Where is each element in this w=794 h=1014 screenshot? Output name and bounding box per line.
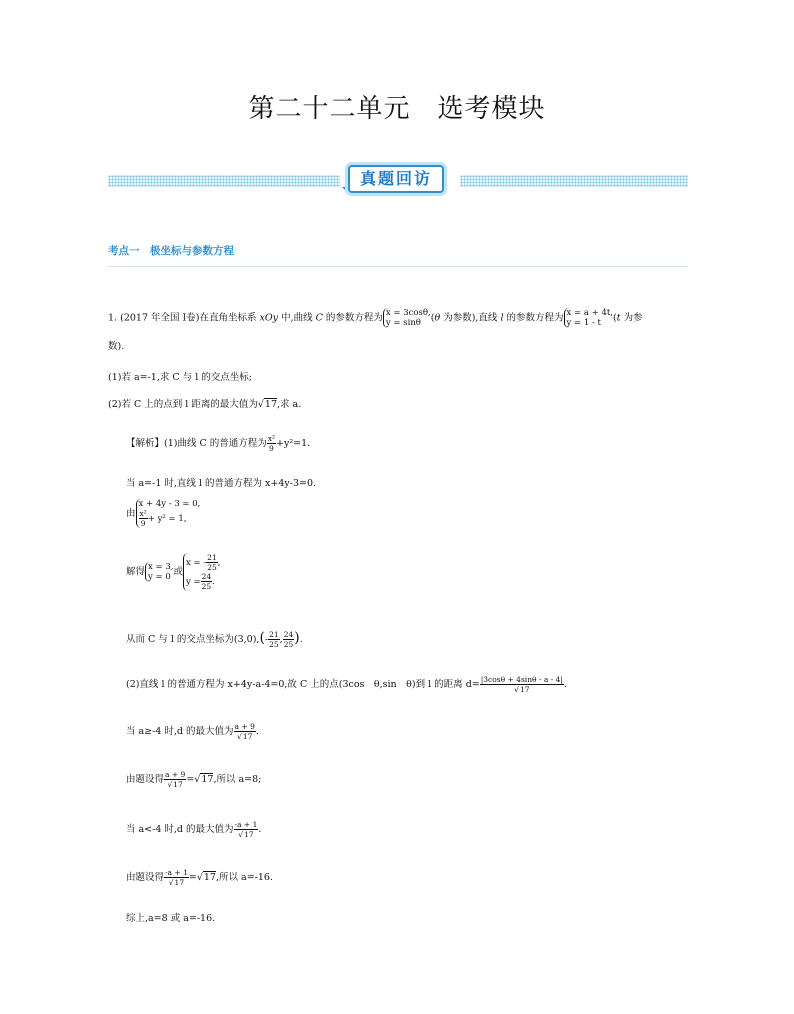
symbol-t: t xyxy=(616,312,621,324)
frac-den: 25 xyxy=(201,582,212,591)
frac-a9-b xyxy=(164,770,186,789)
frac-den: 25 xyxy=(269,640,279,649)
system-1-row-1: x + 4y - 3 = 0, xyxy=(138,499,201,509)
solution-s4a: 解得 xyxy=(126,566,146,578)
solution-s8b: ,所以 a=8; xyxy=(213,774,262,785)
line-y-eq: y = 1 - t xyxy=(566,318,601,328)
sol-a-row-1: x = 3, xyxy=(148,562,174,572)
problem-line-1: 1. (2017 年全国 Ⅰ卷)在直角坐标系 xOy 中,曲线 C 的参数方程为 x = 3cosθ, y = sinθ (θ 为参数),直线 l 的参数方程为 x = a + 4t, y = 1 - t (t 为参 xyxy=(108,308,643,328)
solution-line-4 xyxy=(126,553,220,591)
equals: = xyxy=(188,872,197,883)
sqrt-glyph: √ xyxy=(257,399,264,410)
curve-x-eq: x = 3cosθ, xyxy=(385,308,431,318)
sol-b-x: x = - xyxy=(185,558,207,568)
banner-left-dots xyxy=(108,175,340,187)
sqrt-17: 17 xyxy=(264,399,277,410)
solution-tag: 【解析】 xyxy=(126,438,165,449)
frac-num: x² xyxy=(139,509,147,518)
sqrt-17: 17 xyxy=(242,732,253,741)
solution-s1a: (1)曲线 C 的普通方程为 xyxy=(164,438,267,449)
solution-line-7: 当 a≥-4 时,d 的最大值为 $\frac{a + 9}{√17}$ . xyxy=(126,722,259,741)
system-1-row-2: + y² = 1, xyxy=(147,514,187,524)
frac-x2-over-9-b xyxy=(139,509,148,528)
badge-label: 真题回访 xyxy=(348,165,444,193)
frac-num: a + 9 xyxy=(165,770,186,779)
frac-neg-a1 xyxy=(234,820,259,839)
solution-line-6: (2)直线 l 的普通方程为 x+4y-a-4=0,故 C 上的点(3cos θ,sin θ)到 l 的距离 d= $\frac{|3\cos\theta + 4\sin\theta - a - 4|}{√17}$ . xyxy=(126,675,567,694)
problem-part-2 xyxy=(108,396,301,410)
solution-line-8: 由题设得 $\frac{a + 9}{√17}$ =√17,所以 a=8; xyxy=(126,770,262,789)
problem-stem-e: 的参数方程为 xyxy=(503,312,564,324)
frac-den: √17 xyxy=(238,830,254,839)
problem-line-2: 数). xyxy=(108,341,125,352)
solution-s8a: 由题设得 xyxy=(126,774,165,785)
frac-num: -a + 1 xyxy=(234,820,258,829)
frac-num: x² xyxy=(267,434,276,443)
solution-system-a xyxy=(145,562,173,582)
frac-den: 25 xyxy=(283,640,294,649)
frac-den: 9 xyxy=(269,444,274,453)
sqrt-17: 17 xyxy=(174,878,185,887)
frac-num: |3cosθ + 4sinθ - a - 4| xyxy=(480,675,563,684)
solution-line-1 xyxy=(126,434,310,453)
symbol-c: C xyxy=(315,312,323,324)
frac-num: a + 9 xyxy=(234,722,255,731)
sqrt-17: 17 xyxy=(203,872,216,883)
system-1 xyxy=(136,499,201,528)
sol-a-row-2: y = 0 xyxy=(148,572,171,582)
frac-den: √17 xyxy=(237,732,253,741)
solution-system-b: x = - $\frac{21}{25}$ , y = $\frac{24}{25}$ . xyxy=(183,553,220,591)
problem-stem-d: 为参数),直线 xyxy=(443,312,501,324)
frac-24-25 xyxy=(201,572,213,591)
symbol-l: l xyxy=(500,312,504,324)
symbol-theta: θ xyxy=(434,312,441,324)
solution-s10a: 由题设得 xyxy=(126,872,165,883)
problem-number: 1. xyxy=(108,312,118,324)
solution-line-10: 由题设得 $\frac{-a + 1}{√17}$ =√17,所以 a=-16. xyxy=(126,868,273,887)
problem-stem-b: 中,曲线 xyxy=(278,312,316,324)
sqrt-17: 17 xyxy=(201,774,214,785)
section-heading: 考点一 极坐标与参数方程 xyxy=(108,245,234,257)
sqrt-17: 17 xyxy=(244,830,254,839)
solution-s9a: 当 a<-4 时,d 的最大值为 xyxy=(126,824,234,835)
problem-stem-c: 的参数方程为 xyxy=(322,312,383,324)
frac-num: 21 xyxy=(269,630,279,639)
problem-stem-a: 在直角坐标系 xyxy=(199,312,260,324)
problem-source: (2017 年全国 Ⅰ卷) xyxy=(120,312,200,324)
sqrt-17: 17 xyxy=(173,780,183,789)
paren-right: ) xyxy=(294,630,300,646)
frac-den: √17 xyxy=(167,780,183,789)
solution-s1b: +y²=1. xyxy=(276,438,311,449)
symbol-xoy: xOy xyxy=(259,312,279,324)
frac-neg-a1-b xyxy=(164,868,189,887)
sqrt-17: 17 xyxy=(519,685,530,694)
solution-s5a: 从而 C 与 l 的交点坐标为(3,0), xyxy=(126,634,260,645)
page-title: 第二十二单元 选考模块 xyxy=(248,94,546,124)
frac-24-25-pt xyxy=(283,630,295,649)
frac-21-25 xyxy=(206,553,218,572)
frac-21-25-pt xyxy=(268,630,280,649)
frac-den: √17 xyxy=(514,685,530,694)
line-x-eq: x = a + 4t, xyxy=(566,308,613,318)
curve-y-eq: y = sinθ xyxy=(385,318,421,328)
curve-param-system xyxy=(383,308,431,328)
frac-x2-over-9 xyxy=(267,434,276,453)
frac-den: 9 xyxy=(140,519,146,528)
problem-part-1: (1)若 a=-1,求 C 与 l 的交点坐标; xyxy=(108,372,252,383)
paren-left: ( xyxy=(259,630,265,646)
problem-stem-f: 为参 xyxy=(623,312,643,324)
frac-a9 xyxy=(234,722,256,741)
solution-line-11: 综上,a=8 或 a=-16. xyxy=(126,913,216,924)
part2-text-b: ,求 a. xyxy=(277,399,302,410)
solution-line-2: 当 a=-1 时,直线 l 的普通方程为 x+4y-3=0. xyxy=(126,478,317,489)
solution-s6a: (2)直线 l 的普通方程为 x+4y-a-4=0,故 C 上的点(3cos θ,sin θ)到 l 的距离 d= xyxy=(126,679,480,690)
sol-b-y: y = xyxy=(185,577,201,587)
solution-s3a: 由 xyxy=(126,508,136,519)
section-badge xyxy=(342,162,446,192)
section-divider xyxy=(108,266,688,267)
part2-text-a: (2)若 C 上的点到 l 距离的最大值为 xyxy=(108,399,258,410)
equals: = xyxy=(186,774,195,785)
solution-line-5: 从而 C 与 l 的交点坐标为(3,0),(- $\frac{21}{25}$ , $\frac{24}{25}$ ). xyxy=(126,630,303,649)
frac-den: 25 xyxy=(207,563,217,572)
frac-num: 24 xyxy=(201,572,212,581)
banner-right-dots xyxy=(460,175,688,187)
frac-den: √17 xyxy=(168,878,185,887)
solution-line-3 xyxy=(126,499,200,528)
solution-s7a: 当 a≥-4 时,d 的最大值为 xyxy=(126,726,234,737)
line-param-system xyxy=(564,308,613,328)
solution-s10b: ,所以 a=-16. xyxy=(215,872,273,883)
solution-line-9: 当 a<-4 时,d 的最大值为 $\frac{-a + 1}{√17}$ . xyxy=(126,820,262,839)
solution-or: 或 xyxy=(173,566,183,578)
frac-num: 24 xyxy=(283,630,294,639)
frac-num: 21 xyxy=(207,553,217,562)
frac-num: -a + 1 xyxy=(165,868,188,877)
frac-distance xyxy=(480,675,564,694)
